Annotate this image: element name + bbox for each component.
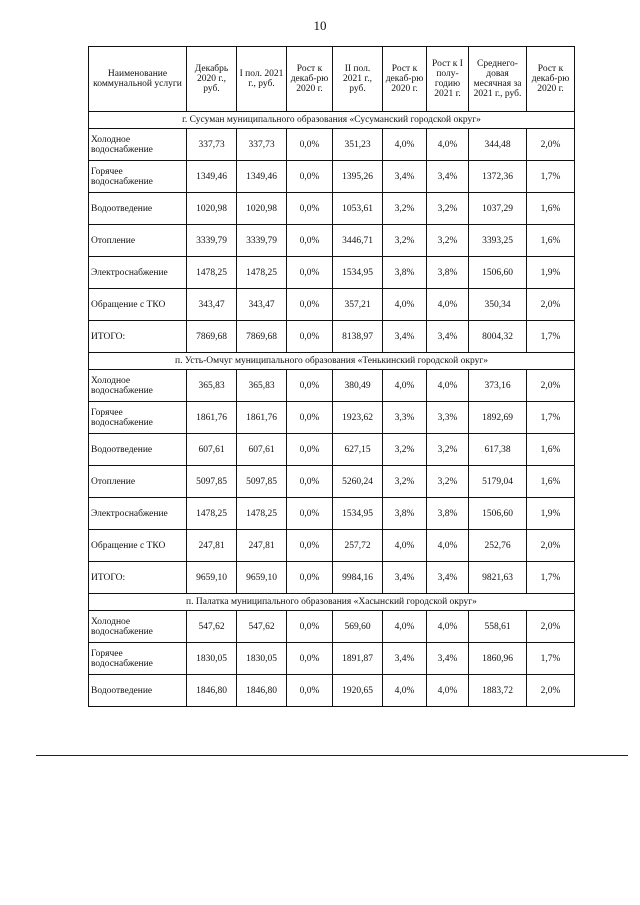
header-cell: Рост к декаб-рю 2020 г.: [527, 47, 575, 112]
value-cell: 0,0%: [287, 498, 333, 530]
table-row: [89, 466, 575, 498]
value-cell: 0,0%: [287, 257, 333, 289]
value-cell: 3339,79: [187, 225, 237, 257]
value-cell: 350,34: [469, 289, 527, 321]
section-row: [89, 594, 575, 611]
value-cell: 1,6%: [527, 193, 575, 225]
service-name-cell: Отопление: [89, 466, 187, 498]
value-cell: 4,0%: [383, 129, 427, 161]
table-row: [89, 129, 575, 161]
section-title: п. Палатка муниципального образования «Хасынский городской округ»: [89, 594, 575, 611]
table-row: [89, 675, 575, 707]
value-cell: 1349,46: [237, 161, 287, 193]
value-cell: 1860,96: [469, 643, 527, 675]
value-cell: 1,7%: [527, 161, 575, 193]
value-cell: 3,2%: [383, 466, 427, 498]
table-row: [89, 161, 575, 193]
value-cell: 4,0%: [383, 530, 427, 562]
value-cell: 3,4%: [427, 562, 469, 594]
value-cell: 365,83: [237, 370, 287, 402]
header-cell: I пол. 2021 г., руб.: [237, 47, 287, 112]
value-cell: 344,48: [469, 129, 527, 161]
value-cell: 0,0%: [287, 370, 333, 402]
value-cell: 3393,25: [469, 225, 527, 257]
value-cell: 3,8%: [383, 257, 427, 289]
value-cell: 351,23: [333, 129, 383, 161]
value-cell: 8138,97: [333, 321, 383, 353]
value-cell: 2,0%: [527, 611, 575, 643]
value-cell: 5179,04: [469, 466, 527, 498]
service-name-cell: ИТОГО:: [89, 562, 187, 594]
value-cell: 4,0%: [427, 129, 469, 161]
value-cell: 2,0%: [527, 129, 575, 161]
header-cell: Декабрь 2020 г., руб.: [187, 47, 237, 112]
table-row: [89, 321, 575, 353]
value-cell: 4,0%: [427, 611, 469, 643]
service-name-cell: Горячее водоснабжение: [89, 161, 187, 193]
service-name-cell: Водоотведение: [89, 434, 187, 466]
service-name-cell: Холодное водоснабжение: [89, 129, 187, 161]
table-row: [89, 498, 575, 530]
value-cell: 4,0%: [427, 370, 469, 402]
value-cell: 365,83: [187, 370, 237, 402]
value-cell: 343,47: [237, 289, 287, 321]
value-cell: 357,21: [333, 289, 383, 321]
value-cell: 607,61: [187, 434, 237, 466]
value-cell: 380,49: [333, 370, 383, 402]
value-cell: 1372,36: [469, 161, 527, 193]
service-name-cell: Водоотведение: [89, 193, 187, 225]
value-cell: 257,72: [333, 530, 383, 562]
value-cell: 3,8%: [427, 498, 469, 530]
value-cell: 3,2%: [383, 193, 427, 225]
value-cell: 1506,60: [469, 498, 527, 530]
value-cell: 558,61: [469, 611, 527, 643]
value-cell: 4,0%: [383, 370, 427, 402]
value-cell: 1395,26: [333, 161, 383, 193]
service-name-cell: Водоотведение: [89, 675, 187, 707]
tariff-table: [88, 46, 575, 707]
value-cell: 9984,16: [333, 562, 383, 594]
value-cell: 3,2%: [427, 466, 469, 498]
table-row: [89, 402, 575, 434]
value-cell: 9659,10: [187, 562, 237, 594]
header-cell: II пол. 2021 г., руб.: [333, 47, 383, 112]
value-cell: 3,4%: [383, 321, 427, 353]
table-row: [89, 530, 575, 562]
value-cell: 0,0%: [287, 193, 333, 225]
value-cell: 3,2%: [383, 434, 427, 466]
section-row: [89, 353, 575, 370]
value-cell: 0,0%: [287, 129, 333, 161]
table-row: [89, 257, 575, 289]
table-row: [89, 370, 575, 402]
value-cell: 4,0%: [383, 611, 427, 643]
value-cell: 1923,62: [333, 402, 383, 434]
value-cell: 1349,46: [187, 161, 237, 193]
service-name-cell: Обращение с ТКО: [89, 530, 187, 562]
value-cell: 1892,69: [469, 402, 527, 434]
value-cell: 1478,25: [237, 257, 287, 289]
value-cell: 1,7%: [527, 321, 575, 353]
value-cell: 1830,05: [237, 643, 287, 675]
value-cell: 9821,63: [469, 562, 527, 594]
value-cell: 0,0%: [287, 161, 333, 193]
value-cell: 1846,80: [237, 675, 287, 707]
header-cell: Среднего-довая месячная за 2021 г., руб.: [469, 47, 527, 112]
section-title: г. Сусуман муниципального образования «Сусуманский городской округ»: [89, 112, 575, 129]
value-cell: 3339,79: [237, 225, 287, 257]
value-cell: 3,4%: [427, 161, 469, 193]
value-cell: 3,3%: [383, 402, 427, 434]
value-cell: 5097,85: [187, 466, 237, 498]
value-cell: 2,0%: [527, 289, 575, 321]
value-cell: 4,0%: [427, 675, 469, 707]
value-cell: 1830,05: [187, 643, 237, 675]
value-cell: 1478,25: [187, 257, 237, 289]
value-cell: 1534,95: [333, 257, 383, 289]
header-cell: Рост к I полу-годию 2021 г.: [427, 47, 469, 112]
value-cell: 337,73: [187, 129, 237, 161]
value-cell: 627,15: [333, 434, 383, 466]
service-name-cell: Холодное водоснабжение: [89, 370, 187, 402]
value-cell: 0,0%: [287, 611, 333, 643]
value-cell: 1861,76: [187, 402, 237, 434]
value-cell: 252,76: [469, 530, 527, 562]
value-cell: 4,0%: [383, 289, 427, 321]
service-name-cell: Электроснабжение: [89, 498, 187, 530]
value-cell: 3,2%: [427, 225, 469, 257]
value-cell: 3,8%: [383, 498, 427, 530]
value-cell: 0,0%: [287, 225, 333, 257]
value-cell: 1883,72: [469, 675, 527, 707]
value-cell: 1891,87: [333, 643, 383, 675]
table-row: [89, 225, 575, 257]
value-cell: 3446,71: [333, 225, 383, 257]
value-cell: 3,2%: [427, 434, 469, 466]
value-cell: 0,0%: [287, 643, 333, 675]
value-cell: 373,16: [469, 370, 527, 402]
page-divider-line: [36, 755, 628, 756]
value-cell: 3,4%: [427, 643, 469, 675]
value-cell: 0,0%: [287, 466, 333, 498]
table-row: [89, 562, 575, 594]
value-cell: 1053,61: [333, 193, 383, 225]
value-cell: 1534,95: [333, 498, 383, 530]
value-cell: 1,9%: [527, 257, 575, 289]
header-cell: Рост к декаб-рю 2020 г.: [383, 47, 427, 112]
table-row: [89, 643, 575, 675]
header-cell: Рост к декаб-рю 2020 г.: [287, 47, 333, 112]
value-cell: 1506,60: [469, 257, 527, 289]
value-cell: 9659,10: [237, 562, 287, 594]
service-name-cell: Горячее водоснабжение: [89, 643, 187, 675]
value-cell: 1478,25: [187, 498, 237, 530]
value-cell: 1478,25: [237, 498, 287, 530]
value-cell: 1,7%: [527, 643, 575, 675]
value-cell: 1020,98: [187, 193, 237, 225]
value-cell: 2,0%: [527, 675, 575, 707]
page-number: 10: [313, 18, 327, 33]
value-cell: 547,62: [237, 611, 287, 643]
table-header-row: [89, 47, 575, 112]
value-cell: 1920,65: [333, 675, 383, 707]
table-row: [89, 193, 575, 225]
value-cell: 247,81: [237, 530, 287, 562]
value-cell: 3,3%: [427, 402, 469, 434]
value-cell: 3,4%: [383, 562, 427, 594]
value-cell: 343,47: [187, 289, 237, 321]
service-name-cell: Обращение с ТКО: [89, 289, 187, 321]
value-cell: 0,0%: [287, 402, 333, 434]
value-cell: 5097,85: [237, 466, 287, 498]
value-cell: 0,0%: [287, 289, 333, 321]
value-cell: 4,0%: [383, 675, 427, 707]
service-name-cell: Электроснабжение: [89, 257, 187, 289]
value-cell: 4,0%: [427, 289, 469, 321]
value-cell: 3,2%: [427, 193, 469, 225]
service-name-cell: Отопление: [89, 225, 187, 257]
value-cell: 1,6%: [527, 225, 575, 257]
value-cell: 1,9%: [527, 498, 575, 530]
table-row: [89, 611, 575, 643]
value-cell: 1846,80: [187, 675, 237, 707]
value-cell: 1,7%: [527, 562, 575, 594]
value-cell: 3,4%: [383, 161, 427, 193]
value-cell: 547,62: [187, 611, 237, 643]
value-cell: 1,7%: [527, 402, 575, 434]
value-cell: 1037,29: [469, 193, 527, 225]
value-cell: 607,61: [237, 434, 287, 466]
value-cell: 247,81: [187, 530, 237, 562]
value-cell: 2,0%: [527, 530, 575, 562]
value-cell: 5260,24: [333, 466, 383, 498]
table-body: [89, 112, 575, 707]
value-cell: 1861,76: [237, 402, 287, 434]
value-cell: 3,2%: [383, 225, 427, 257]
service-name-cell: ИТОГО:: [89, 321, 187, 353]
value-cell: 337,73: [237, 129, 287, 161]
value-cell: 3,4%: [427, 321, 469, 353]
value-cell: 1,6%: [527, 434, 575, 466]
value-cell: 4,0%: [427, 530, 469, 562]
value-cell: 3,8%: [427, 257, 469, 289]
value-cell: 8004,32: [469, 321, 527, 353]
value-cell: 7869,68: [237, 321, 287, 353]
value-cell: 0,0%: [287, 434, 333, 466]
value-cell: 7869,68: [187, 321, 237, 353]
header-cell: Наименование коммунальной услуги: [89, 47, 187, 112]
table-row: [89, 289, 575, 321]
value-cell: 0,0%: [287, 321, 333, 353]
value-cell: 569,60: [333, 611, 383, 643]
value-cell: 0,0%: [287, 530, 333, 562]
service-name-cell: Горячее водоснабжение: [89, 402, 187, 434]
value-cell: 0,0%: [287, 675, 333, 707]
value-cell: 1020,98: [237, 193, 287, 225]
value-cell: 2,0%: [527, 370, 575, 402]
value-cell: 617,38: [469, 434, 527, 466]
value-cell: 0,0%: [287, 562, 333, 594]
table-row: [89, 434, 575, 466]
service-name-cell: Холодное водоснабжение: [89, 611, 187, 643]
section-row: [89, 112, 575, 129]
value-cell: 3,4%: [383, 643, 427, 675]
section-title: п. Усть-Омчуг муниципального образования «Тенькинский городской округ»: [89, 353, 575, 370]
value-cell: 1,6%: [527, 466, 575, 498]
